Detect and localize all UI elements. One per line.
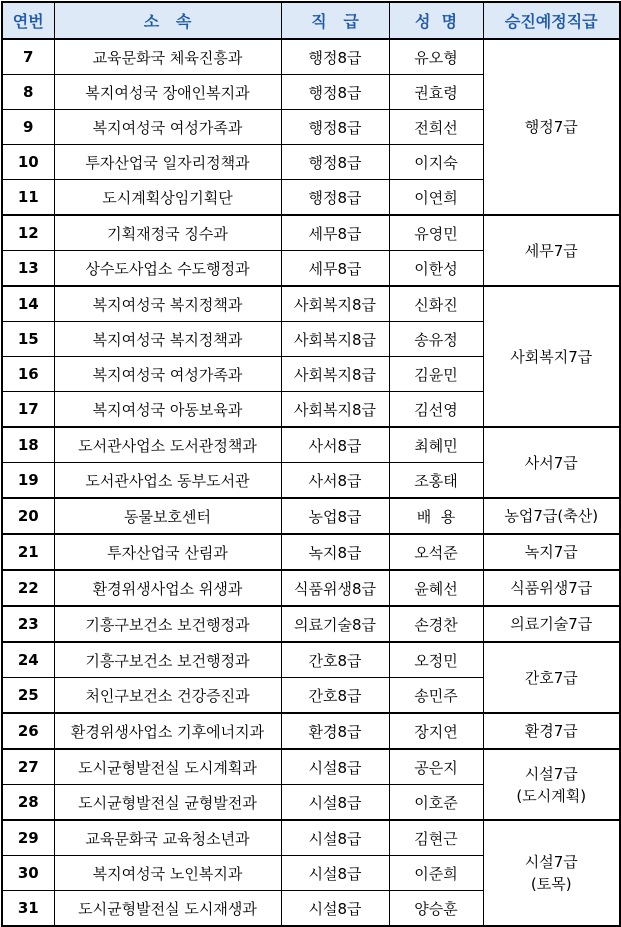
- row-name: 이준희: [389, 856, 483, 891]
- row-number: 14: [2, 286, 54, 322]
- row-department: 교육문화국 체육진흥과: [54, 39, 281, 75]
- row-number: 25: [2, 678, 54, 714]
- table-body: [2, 39, 620, 926]
- row-department: 복지여성국 복지정책과: [54, 286, 281, 322]
- table-row: [2, 606, 620, 642]
- target-grade-line: (토목): [530, 875, 572, 893]
- header-rank: 직 급: [281, 2, 389, 39]
- target-grade-line: 녹지7급: [524, 543, 578, 561]
- row-current-grade: 녹지8급: [281, 534, 389, 570]
- row-department: 환경위생사업소 기후에너지과: [54, 713, 281, 749]
- row-number: 7: [2, 39, 54, 75]
- row-current-grade: 행정8급: [281, 75, 389, 110]
- table-row: [2, 534, 620, 570]
- row-department: 도시균형발전실 균형발전과: [54, 785, 281, 821]
- row-department: 도시균형발전실 도시계획과: [54, 749, 281, 785]
- row-number: 31: [2, 891, 54, 927]
- row-name: 장지연: [389, 713, 483, 749]
- table-row: [2, 286, 620, 322]
- row-name: 신화진: [389, 286, 483, 322]
- row-department: 도시계획상임기획단: [54, 180, 281, 216]
- target-grade-cell: [483, 427, 620, 498]
- target-grade-cell: [483, 39, 620, 215]
- target-grade-line: 시설7급: [524, 853, 578, 871]
- row-department: 도시균형발전실 도시재생과: [54, 891, 281, 927]
- row-number: 21: [2, 534, 54, 570]
- row-current-grade: 간호8급: [281, 642, 389, 678]
- row-name: 송민주: [389, 678, 483, 714]
- row-name: 손경찬: [389, 606, 483, 642]
- row-name: 송유정: [389, 322, 483, 357]
- row-department: 기흥구보건소 보건행정과: [54, 606, 281, 642]
- row-number: 8: [2, 75, 54, 110]
- row-department: 상수도사업소 수도행정과: [54, 251, 281, 287]
- row-name: 오석준: [389, 534, 483, 570]
- row-number: 9: [2, 110, 54, 145]
- row-name: 김윤민: [389, 357, 483, 392]
- table-row: [2, 713, 620, 749]
- row-current-grade: 시설8급: [281, 820, 389, 856]
- target-grade-cell: [483, 642, 620, 713]
- promotion-table: [1, 1, 621, 927]
- table-row: [2, 749, 620, 785]
- row-number: 26: [2, 713, 54, 749]
- row-name: 김선영: [389, 392, 483, 428]
- row-current-grade: 사회복지8급: [281, 357, 389, 392]
- row-current-grade: 농업8급: [281, 498, 389, 534]
- target-grade-cell: [483, 286, 620, 427]
- row-name: 김현근: [389, 820, 483, 856]
- target-grade-line: 세무7급: [524, 241, 578, 260]
- row-number: 27: [2, 749, 54, 785]
- row-name: 유영민: [389, 215, 483, 251]
- row-name: 공은지: [389, 749, 483, 785]
- target-grade-line: 환경7급: [524, 722, 578, 740]
- header-dept: 소 속: [54, 2, 281, 39]
- row-current-grade: 시설8급: [281, 749, 389, 785]
- table-row: [2, 215, 620, 251]
- row-current-grade: 행정8급: [281, 110, 389, 145]
- row-name: 권효령: [389, 75, 483, 110]
- row-department: 동물보호센터: [54, 498, 281, 534]
- row-current-grade: 세무8급: [281, 251, 389, 287]
- row-current-grade: 행정8급: [281, 145, 389, 180]
- row-current-grade: 사회복지8급: [281, 322, 389, 357]
- row-department: 교육문화국 교육청소년과: [54, 820, 281, 856]
- row-current-grade: 행정8급: [281, 180, 389, 216]
- row-department: 기흥구보건소 보건행정과: [54, 642, 281, 678]
- target-grade-cell: [483, 534, 620, 570]
- row-number: 20: [2, 498, 54, 534]
- table-row: [2, 39, 620, 75]
- row-number: 19: [2, 463, 54, 499]
- row-name: 이호준: [389, 785, 483, 821]
- row-number: 13: [2, 251, 54, 287]
- target-grade-line: 의료기술7급: [510, 615, 593, 633]
- target-grade-line: (도시계획): [516, 786, 587, 805]
- row-name: 전희선: [389, 110, 483, 145]
- row-current-grade: 의료기술8급: [281, 606, 389, 642]
- table-row: [2, 642, 620, 678]
- row-department: 복지여성국 장애인복지과: [54, 75, 281, 110]
- row-current-grade: 시설8급: [281, 785, 389, 821]
- target-grade-cell: [483, 749, 620, 820]
- header-no: 연번: [2, 2, 54, 39]
- row-current-grade: 세무8급: [281, 215, 389, 251]
- row-department: 처인구보건소 건강증진과: [54, 678, 281, 714]
- row-current-grade: 사서8급: [281, 427, 389, 463]
- target-grade-line: 사서7급: [524, 453, 578, 472]
- row-current-grade: 환경8급: [281, 713, 389, 749]
- target-grade-line: 행정7급: [524, 118, 578, 136]
- row-name: 이한성: [389, 251, 483, 287]
- target-grade-cell: [483, 215, 620, 286]
- row-number: 22: [2, 570, 54, 606]
- row-department: 도서관사업소 동부도서관: [54, 463, 281, 499]
- row-department: 투자산업국 일자리정책과: [54, 145, 281, 180]
- row-number: 16: [2, 357, 54, 392]
- target-grade-line: 식품위생7급: [510, 579, 593, 597]
- header-row: [2, 2, 620, 39]
- row-number: 17: [2, 392, 54, 428]
- row-name: 배 용: [389, 498, 483, 534]
- target-grade-line: 간호7급: [524, 668, 578, 687]
- row-number: 11: [2, 180, 54, 216]
- row-number: 28: [2, 785, 54, 821]
- row-name: 유오형: [389, 39, 483, 75]
- target-grade-cell: [483, 713, 620, 749]
- target-grade-cell: [483, 498, 620, 534]
- row-number: 30: [2, 856, 54, 891]
- row-department: 환경위생사업소 위생과: [54, 570, 281, 606]
- target-grade-cell: [483, 606, 620, 642]
- row-name: 최혜민: [389, 427, 483, 463]
- row-current-grade: 시설8급: [281, 856, 389, 891]
- row-number: 23: [2, 606, 54, 642]
- row-department: 복지여성국 복지정책과: [54, 322, 281, 357]
- row-department: 도서관사업소 도서관정책과: [54, 427, 281, 463]
- table-row: [2, 427, 620, 463]
- table-row: [2, 570, 620, 606]
- row-department: 복지여성국 여성가족과: [54, 357, 281, 392]
- row-department: 복지여성국 노인복지과: [54, 856, 281, 891]
- row-name: 양승훈: [389, 891, 483, 927]
- row-name: 오정민: [389, 642, 483, 678]
- row-number: 24: [2, 642, 54, 678]
- row-department: 복지여성국 여성가족과: [54, 110, 281, 145]
- row-department: 기획재정국 징수과: [54, 215, 281, 251]
- row-number: 12: [2, 215, 54, 251]
- target-grade-cell: [483, 570, 620, 606]
- row-number: 10: [2, 145, 54, 180]
- row-name: 이지숙: [389, 145, 483, 180]
- promotion-table-container: [1, 1, 621, 927]
- header-target-grade: 승진예정직급: [483, 2, 620, 39]
- row-current-grade: 사회복지8급: [281, 286, 389, 322]
- target-grade-cell: [483, 820, 620, 926]
- table-row: [2, 498, 620, 534]
- target-grade-line: 농업7급(축산): [504, 507, 599, 525]
- row-number: 15: [2, 322, 54, 357]
- row-current-grade: 식품위생8급: [281, 570, 389, 606]
- row-current-grade: 행정8급: [281, 39, 389, 75]
- row-department: 복지여성국 아동보육과: [54, 392, 281, 428]
- row-current-grade: 간호8급: [281, 678, 389, 714]
- row-current-grade: 사회복지8급: [281, 392, 389, 428]
- row-department: 투자산업국 산림과: [54, 534, 281, 570]
- row-name: 조홍태: [389, 463, 483, 499]
- table-row: [2, 820, 620, 856]
- target-grade-line: 시설7급: [524, 764, 578, 783]
- row-name: 윤혜선: [389, 570, 483, 606]
- row-number: 29: [2, 820, 54, 856]
- row-current-grade: 시설8급: [281, 891, 389, 927]
- row-current-grade: 사서8급: [281, 463, 389, 499]
- header-name: 성 명: [389, 2, 483, 39]
- target-grade-line: 사회복지7급: [510, 347, 593, 366]
- row-number: 18: [2, 427, 54, 463]
- row-name: 이연희: [389, 180, 483, 216]
